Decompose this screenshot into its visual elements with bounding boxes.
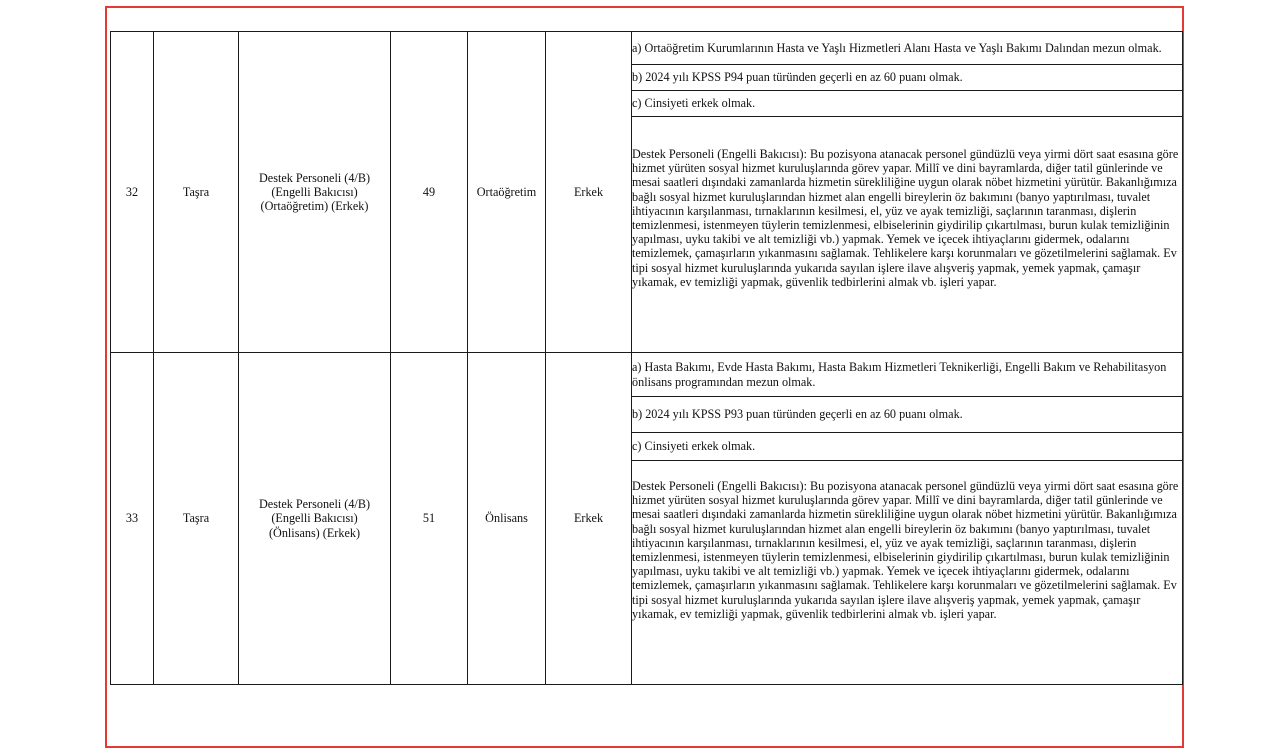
education-level: Önlisans (468, 353, 546, 685)
requirement-b: b) 2024 yılı KPSS P93 puan türünden geçerli en az 60 puanı olmak. (632, 397, 1183, 433)
row-number: 32 (111, 32, 154, 353)
position-title (239, 353, 391, 685)
position-title (239, 32, 391, 353)
requirement-a: a) Ortaöğretim Kurumlarının Hasta ve Yaşlı Hizmetleri Alanı Hasta ve Yaşlı Bakımı Dalından mezun olmak. (632, 32, 1183, 65)
job-description: Destek Personeli (Engelli Bakıcısı): Bu pozisyona atanacak personel gündüzlü veya yirmi dört saat esasına göre hizmet yürüten sosyal hizmet kuruluşlarında görev yapar. Millî ve dini bayramlarda, diğer tatil günlerinde ve mesai saatleri dışındaki zamanlarda hizmetin sürekliliğine uygun olarak nöbet hizmetini yürütür. Bakanlığımıza bağlı sosyal hizmet kuruluşlarından hizmet alan engelli bireylerin öz bakımını (banyo yaptırılması, tuvalet ihtiyacının karşılanması, tırnaklarının kesilmesi, el, yüz ve ayak temizliği, saçlarının taranması, dişlerin temizlenmesi, istenmeyen tüylerin temizlenmesi, elbiselerinin giydirilip çıkartılması, burun kulak temizliğinin yapılması, uyku takibi ve alt temizliği vb.) yapmak. Yemek ve içecek ihtiyaçlarını gidermek, odalarını temizlemek, çamaşırların yıkanmasını sağlamak. Tehlikelere karşı korunmaları ve gözetilmelerini sağlamak. Ev tipi sosyal hizmet kuruluşlarında yukarıda sayılan işlere ilave alışveriş yapmak, yemek yapmak, çamaşır yıkamak, ev temizliği yapmak, güvenlik tedbirlerini almak vb. işleri yapar. (632, 461, 1183, 685)
row-number: 33 (111, 353, 154, 685)
table-row (111, 353, 1183, 397)
requirement-a: a) Hasta Bakımı, Evde Hasta Bakımı, Hasta Bakım Hizmetleri Teknikerliği, Engelli Bakım ve Rehabilitasyon önlisans programından mezun olmak. (632, 353, 1183, 397)
gender-cell: Erkek (546, 32, 632, 353)
table-row (111, 32, 1183, 65)
position-count: 49 (391, 32, 468, 353)
position-title-text: Destek Personeli (4/B) (Engelli Bakıcısı) (Ortaöğretim) (Erkek) (258, 170, 371, 214)
job-description: Destek Personeli (Engelli Bakıcısı): Bu pozisyona atanacak personel gündüzlü veya yirmi dört saat esasına göre hizmet yürüten sosyal hizmet kuruluşlarında görev yapar. Millî ve dini bayramlarda, diğer tatil günlerinde ve mesai saatleri dışındaki zamanlarda hizmetin sürekliliğine uygun olarak nöbet hizmetini yürütür. Bakanlığımıza bağlı sosyal hizmet kuruluşlarından hizmet alan engelli bireylerin öz bakımını (banyo yaptırılması, tuvalet ihtiyacının karşılanması, tırnaklarının kesilmesi, el, yüz ve ayak temizliği, saçlarının taranması, dişlerin temizlenmesi, istenmeyen tüylerin temizlenmesi, elbiselerinin giydirilip çıkartılması, burun kulak temizliğinin yapılması, uyku takibi ve alt temizliği vb.) yapmak. Yemek ve içecek ihtiyaçlarını gidermek, odalarını temizlemek, çamaşırların yıkanmasını sağlamak. Tehlikelere karşı korunmaları ve gözetilmelerini sağlamak. Ev tipi sosyal hizmet kuruluşlarında yukarıda sayılan işlere ilave alışveriş yapmak, yemek yapmak, çamaşır yıkamak, ev temizliği yapmak, güvenlik tedbirlerini almak vb. işleri yapar. (632, 117, 1183, 353)
requirement-c: c) Cinsiyeti erkek olmak. (632, 433, 1183, 461)
position-title-text: Destek Personeli (4/B) (Engelli Bakıcısı) (Önlisans) (Erkek) (258, 497, 371, 540)
gender-cell: Erkek (546, 353, 632, 685)
requirement-c: c) Cinsiyeti erkek olmak. (632, 91, 1183, 117)
education-level: Ortaöğretim (468, 32, 546, 353)
positions-table (110, 31, 1183, 685)
location-cell: Taşra (154, 353, 239, 685)
requirement-b: b) 2024 yılı KPSS P94 puan türünden geçerli en az 60 puanı olmak. (632, 65, 1183, 91)
position-count: 51 (391, 353, 468, 685)
location-cell: Taşra (154, 32, 239, 353)
